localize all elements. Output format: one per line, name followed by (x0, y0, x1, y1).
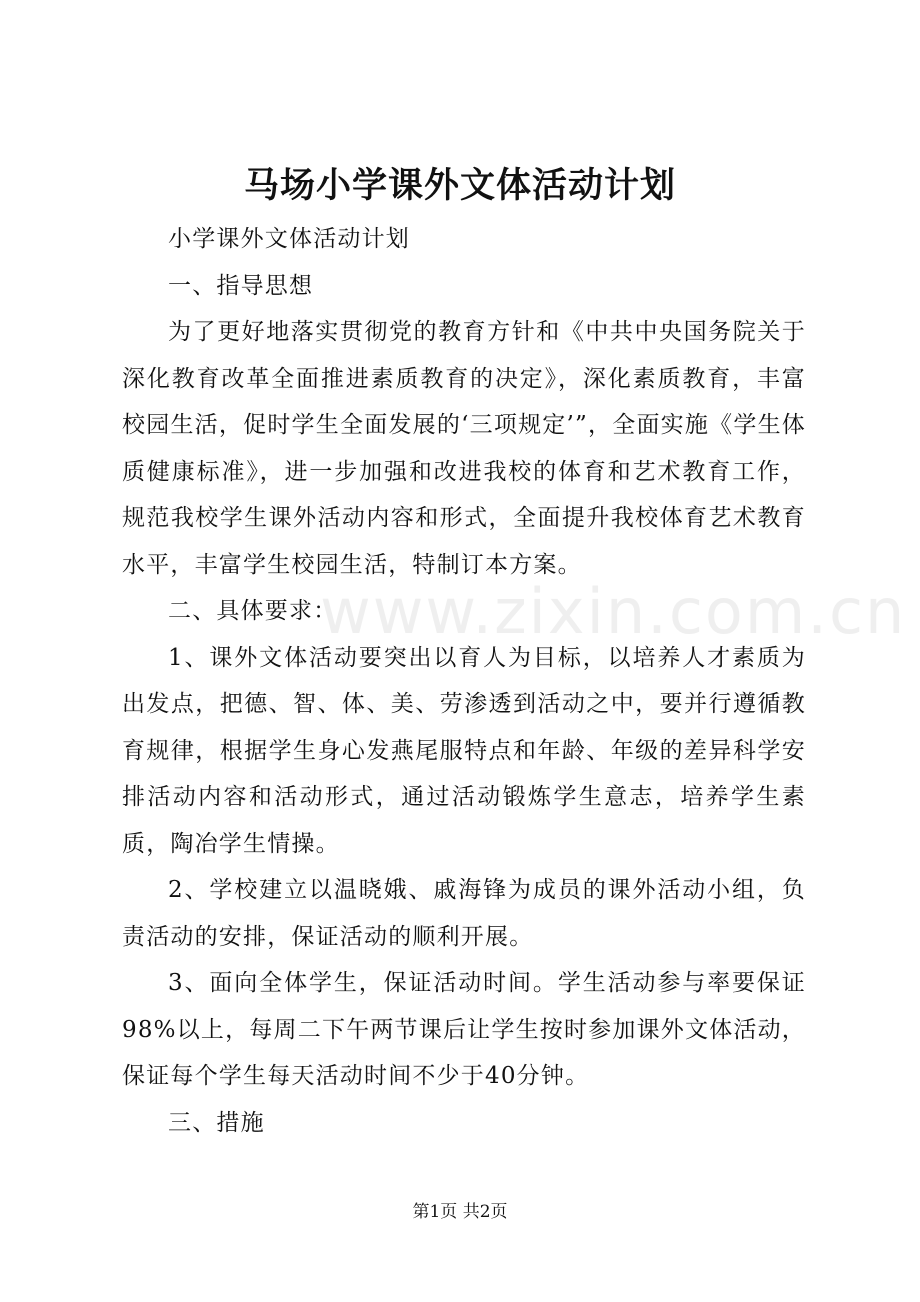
page-footer: 第1页 共2页 (412, 1202, 508, 1222)
subtitle-paragraph: 小学课外文体活动计划 (168, 226, 410, 252)
paragraph-guiding-thought: 为了更好地落实贯彻党的教育方针和《中共中央国务院关于深化教育改革全面推进素质教育的决定》，深化素质教育，丰富校园生活，促时学生全面发展的‘三项规定’”，全面实施《学生体质健康标准》，进一步加强和改进我校的体育和艺术教育工作，规范我校学生课外活动内容和形式，全面提升我校体育艺术教育水平，丰富学生校园生活，特制订本方案。 (122, 319, 806, 578)
paragraph-requirement-1: 1、课外文体活动要突出以育人为目标，以培养人才素质为出发点，把德、智、体、美、劳渗透到活动之中，要并行遵循教育规律，根据学生身心发燕尾服特点和年龄、年级的差异科学安排活动内容和活动形式，通过活动锻炼学生意志，培养学生素质，陶冶学生情操。 (122, 644, 806, 857)
section-heading-2: 二、具体要求： (168, 598, 338, 624)
watermark: www.zixin.com.cn (320, 575, 907, 648)
document-body (122, 216, 806, 1146)
document-title: 马场小学课外文体活动计划 (243, 165, 676, 206)
section-heading-3: 三、措施 (168, 1109, 265, 1136)
paragraph-requirement-2: 2、学校建立以温晓娥、戚海锋为成员的课外活动小组，负责活动的安排，保证活动的顺利开展。 (122, 877, 806, 950)
paragraph-requirement-3: 3、面向全体学生，保证活动时间。学生活动参与率要保证98%以上，每周二下午两节课后让学生按时参加课外文体活动，保证每个学生每天活动时间不少于40分钟。 (122, 970, 806, 1089)
section-heading-1: 一、指导思想 (168, 272, 314, 299)
